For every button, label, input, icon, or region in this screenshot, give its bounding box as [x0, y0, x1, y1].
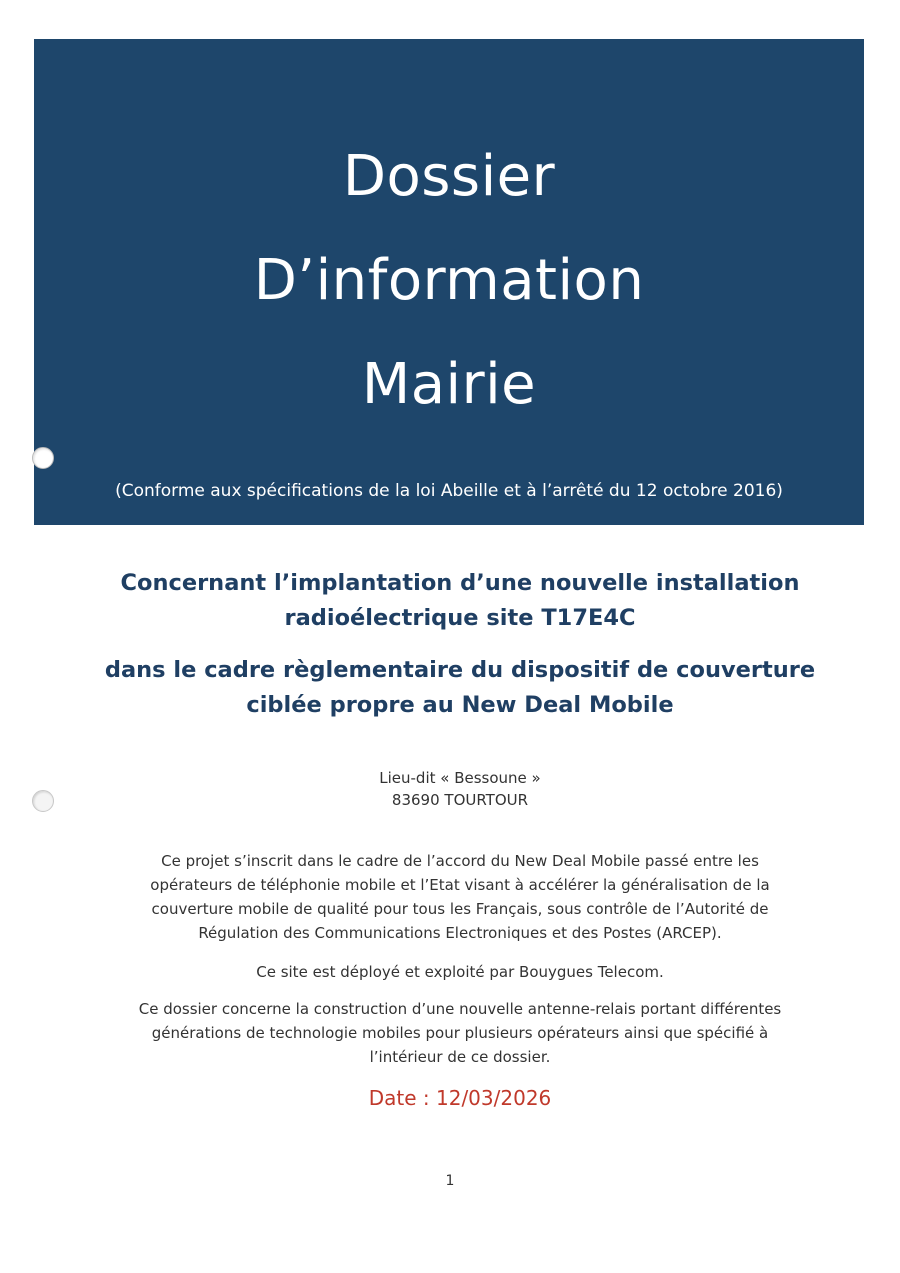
paragraph-new-deal-line2: opérateurs de téléphonie mobile et l’Etat visant à accélérer la généralisation de la — [150, 876, 770, 894]
address-line1: Lieu-dit « Bessoune » — [379, 769, 541, 787]
paragraph-new-deal-line3: couverture mobile de qualité pour tous les Français, sous contrôle de l’Autorité de — [151, 900, 769, 918]
punch-hole-middle — [32, 790, 54, 812]
banner-title-line3: Mairie — [361, 352, 537, 417]
paragraph-dossier — [110, 997, 810, 1069]
paragraph-operator: Ce site est déployé et exploité par Bouygues Telecom. — [256, 963, 664, 981]
page-number: 1 — [445, 1173, 455, 1189]
heading-implantation — [60, 566, 860, 636]
address-line2: 83690 TOURTOUR — [391, 791, 529, 809]
cover-banner — [34, 39, 864, 525]
site-address — [60, 767, 860, 811]
banner-subtitle: (Conforme aux spécifications de la loi Abeille et à l’arrêté du 12 octobre 2016) — [115, 481, 783, 501]
heading-cadre — [60, 653, 860, 723]
document-date: Date : 12/03/2026 — [368, 1086, 552, 1110]
paragraph-dossier-line1: Ce dossier concerne la construction d’une nouvelle antenne-relais portant différentes — [138, 1000, 782, 1018]
paragraph-new-deal — [110, 849, 810, 945]
punch-hole-top — [32, 447, 54, 469]
heading-implantation-line2: radioélectrique site T17E4C — [284, 605, 636, 631]
paragraph-new-deal-line4: Régulation des Communications Electroniques et des Postes (ARCEP). — [198, 924, 722, 942]
paragraph-dossier-line3: l’intérieur de ce dossier. — [369, 1048, 551, 1066]
paragraph-dossier-line2: générations de technologie mobiles pour plusieurs opérateurs ainsi que spécifié à — [151, 1024, 769, 1042]
heading-cadre-line2: ciblée propre au New Deal Mobile — [246, 692, 674, 718]
paragraph-new-deal-line1: Ce projet s’inscrit dans le cadre de l’accord du New Deal Mobile passé entre les — [161, 852, 759, 870]
heading-implantation-line1: Concernant l’implantation d’une nouvelle installation — [120, 570, 800, 596]
banner-title-line2: D’information — [253, 248, 645, 313]
heading-cadre-line1: dans le cadre règlementaire du dispositif de couverture — [104, 657, 816, 683]
banner-title-line1: Dossier — [342, 144, 556, 209]
